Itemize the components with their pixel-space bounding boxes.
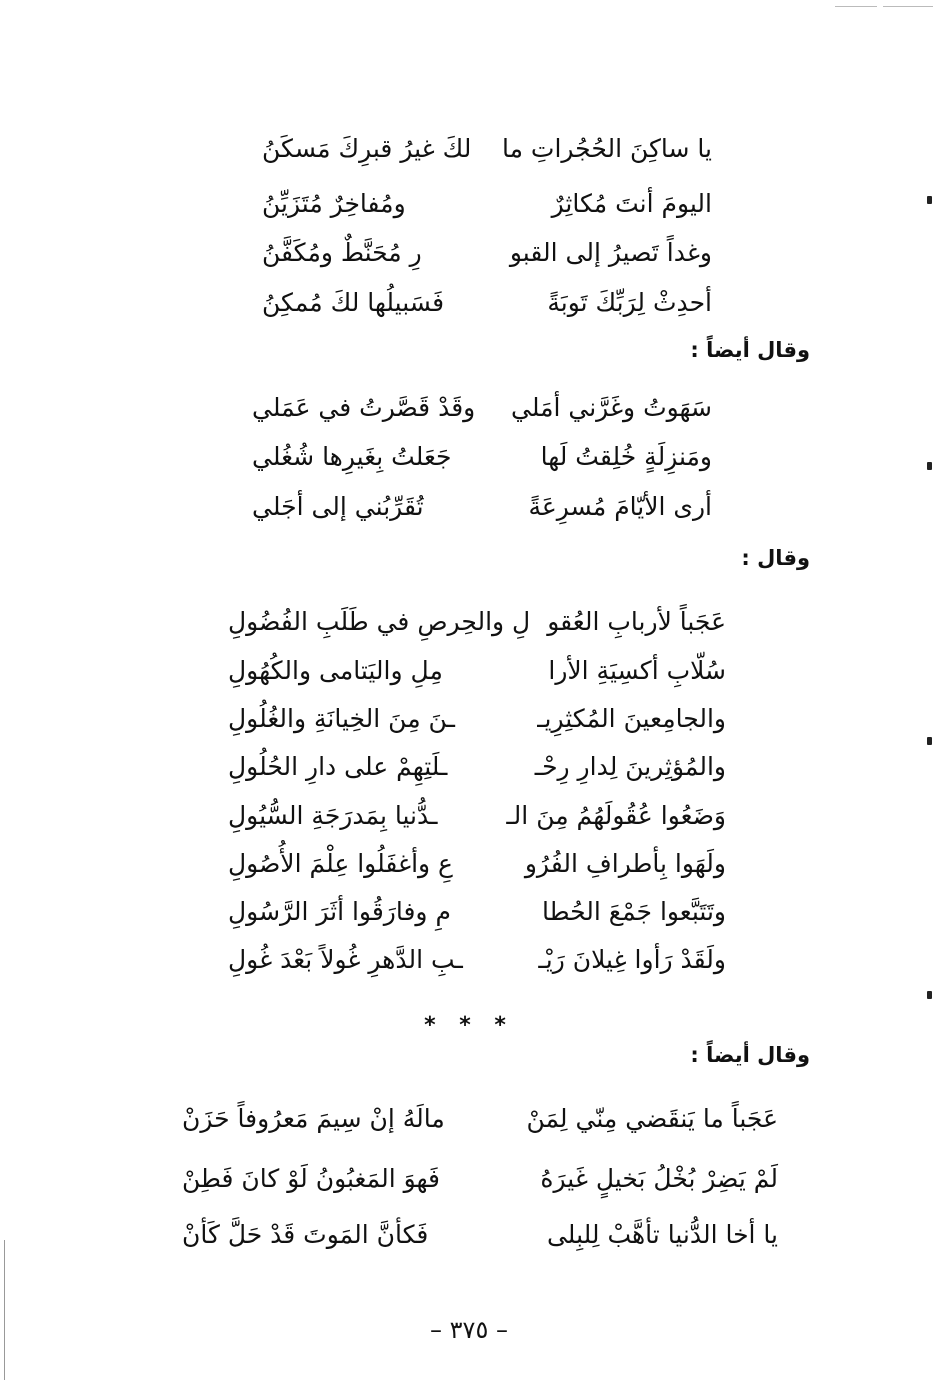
verse-line	[252, 436, 712, 476]
margin-mark	[927, 196, 932, 204]
verse-second-hemistich: فَكأنَّ المَوتَ قَدْ حَلَّ كَأنْ	[182, 1219, 429, 1249]
page-number: – ٣٧٥ –	[430, 1316, 508, 1344]
verse-line	[228, 795, 726, 835]
verse-line	[262, 232, 712, 272]
verse-second-hemistich: ـبِ الدَّهرِ غُولاً بَعْدَ غُولِ	[228, 944, 463, 974]
top-scan-rule	[835, 6, 877, 7]
verse-first-hemistich: ولَهَوا بِأطرافِ الفُرُو	[524, 848, 726, 878]
verse-second-hemistich: مِ وفارَقُوا أثَرَ الرَّسُولِ	[228, 896, 451, 926]
verse-first-hemistich: اليومَ أنتَ مُكاثِرٌ	[551, 188, 712, 218]
poem-heading: وقال أيضاً :	[690, 338, 810, 362]
verse-first-hemistich: لَمْ يَضِرْ بُخْلُ بَخيلٍ غَيرَهُ	[540, 1163, 778, 1193]
poem-heading: وقال أيضاً :	[690, 1043, 810, 1067]
verse-second-hemistich: ـنَ مِنَ الخِيانَةِ والغُلُولِ	[228, 703, 455, 733]
verse-line	[182, 1158, 778, 1198]
verse-line	[262, 183, 712, 223]
verse-line	[228, 891, 726, 931]
verse-second-hemistich: عِ وأغفَلُوا عِلْمَ الأُصُولِ	[228, 848, 453, 878]
verse-first-hemistich: أرى الأيّامَ مُسرِعَةً	[528, 491, 712, 521]
verse-second-hemistich: ـلَتِهِمْ على دارِ الحُلُولِ	[228, 751, 448, 781]
verse-first-hemistich: ومَنزِلَةٍ خُلِقتُ لَها	[540, 441, 712, 471]
verse-first-hemistich: والمُؤثِرينَ لِدارِ رِحْـ	[534, 751, 726, 781]
verse-line	[262, 282, 712, 322]
verse-first-hemistich: ولَقَدْ رَأوا غِيلانَ رَيْـ	[538, 944, 726, 974]
verse-line	[228, 939, 726, 979]
poem-heading: وقال :	[741, 546, 810, 570]
verse-first-hemistich: أحدِثْ لِرَبِّكَ تَوبَةً	[547, 287, 712, 317]
verse-second-hemistich: لكَ غيرُ قبرِكَ مَسكَنُ	[262, 133, 472, 163]
verse-first-hemistich: وَضَعُوا عُقُولَهُمُ مِنَ الـ	[506, 800, 726, 830]
verse-second-hemistich: ومُفاخِرٌ مُتَزَيِّنُ	[262, 188, 406, 218]
verse-first-hemistich: سَهَوتُ وغَرَّني أمَلي	[510, 392, 712, 422]
verse-first-hemistich: عَجَباً لأربابِ العُقو	[547, 606, 726, 636]
verse-second-hemistich: لِ والحِرصِ في طَلَبِ الفُضُولِ	[228, 606, 531, 636]
verse-second-hemistich: مِلِ واليَتامى والكُهُولِ	[228, 655, 443, 685]
verse-first-hemistich: والجامِعينَ المُكثِرِيـ	[537, 703, 726, 733]
verse-first-hemistich: وغداً تَصيرُ إلى القبو	[509, 237, 712, 267]
left-scan-line	[4, 1240, 5, 1380]
verse-second-hemistich: جَعَلتُ بِغَيرِها شُغُلي	[252, 441, 452, 471]
verse-line	[252, 387, 712, 427]
verse-line	[262, 128, 712, 168]
margin-mark	[927, 737, 932, 745]
verse-line	[228, 698, 726, 738]
margin-mark	[927, 991, 932, 999]
top-scan-rule	[883, 6, 933, 7]
section-separator: * * *	[424, 1013, 514, 1038]
verse-first-hemistich: يا ساكِنَ الحُجُراتِ ما	[501, 133, 712, 163]
verse-first-hemistich: وتَتَبَّعوا جَمْعَ الحُطا	[542, 896, 726, 926]
margin-mark	[927, 462, 932, 470]
verse-second-hemistich: وقَدْ قَصَّرتُ في عَمَلي	[252, 392, 476, 422]
verse-line	[182, 1098, 778, 1138]
verse-second-hemistich: رِ مُحَنَّطٌ ومُكَفَّنُ	[262, 237, 422, 267]
verse-line	[228, 650, 726, 690]
verse-first-hemistich: عَجَباً ما يَنقَضي مِنّي لِمَنْ	[526, 1103, 778, 1133]
verse-line	[252, 486, 712, 526]
verse-second-hemistich: فَسَبيلُها لكَ مُمكِنُ	[262, 287, 445, 317]
verse-line	[228, 843, 726, 883]
verse-line	[182, 1214, 778, 1254]
verse-second-hemistich: ـدُّنيا بِمَدرَجَةِ السُّيُولِ	[228, 800, 438, 830]
verse-second-hemistich: تُقَرِّبُني إلى أجَلي	[252, 491, 424, 521]
verse-second-hemistich: فَهوَ المَغبُونُ لَوْ كانَ فَطِنْ	[182, 1163, 440, 1193]
verse-line	[228, 746, 726, 786]
verse-line	[228, 601, 726, 641]
verse-second-hemistich: مالَهُ إنْ سِيمَ مَعرُوفاً حَزَنْ	[182, 1103, 445, 1133]
verse-first-hemistich: يا أخا الدُّنيا تأهَّبْ لِلبِلى	[546, 1219, 778, 1249]
verse-first-hemistich: سُلّابِ أكسِيَةِ الأرا	[548, 655, 726, 685]
